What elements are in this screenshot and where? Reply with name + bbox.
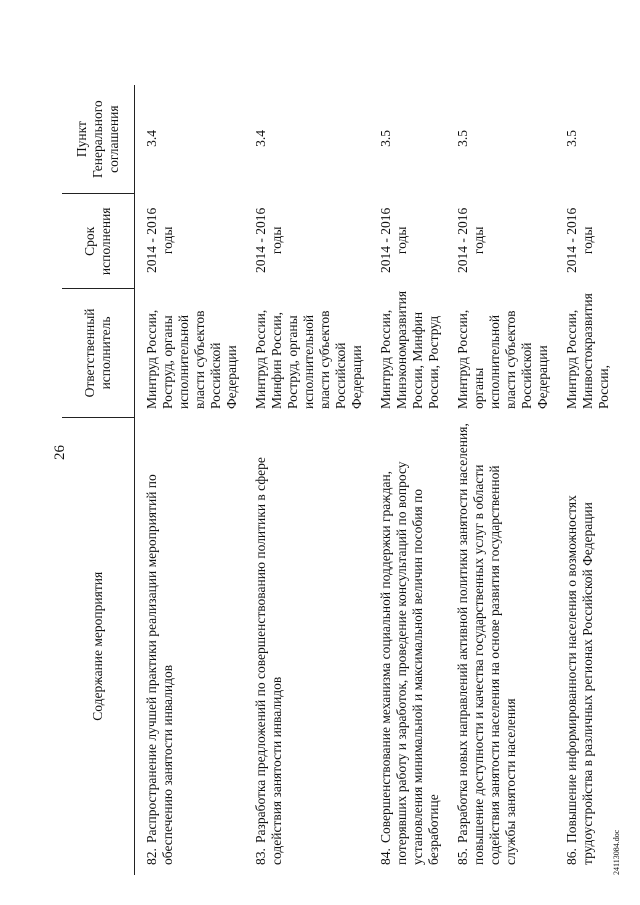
row-content-cell (446, 417, 555, 875)
row-content-cell (135, 417, 245, 875)
row-number: 83. (253, 848, 268, 865)
header-clause: Пункт Генерального соглашения (62, 85, 135, 194)
row-clause: 3.4 (144, 129, 159, 147)
row-deadline: 2014 - 2016 годы (455, 207, 486, 273)
measures-table (62, 85, 616, 875)
table-row (244, 85, 369, 875)
row-number: 82. (144, 848, 159, 865)
header-executor: Ответственный исполнитель (62, 289, 135, 417)
row-clause: 3.5 (455, 129, 470, 147)
row-content: Разработка новых направлений активной политики занятости населения, повышение доступности и качества государственных услуг в области содействия занятости населения на основе развития государственной службы занятости населения (455, 423, 518, 865)
row-content: Разработка предложений по совершенствованию политики в сфере содействия занятости инвалидов (253, 457, 284, 865)
row-content: Распространение лучшей практики реализации мероприятий по обеспечению занятости инвалидов (144, 474, 175, 865)
row-deadline: 2014 - 2016 годы (378, 207, 409, 273)
row-deadline: 2014 - 2016 годы (564, 207, 595, 273)
row-executor: Минтруд России, Минэкономразвития России, Минфин России, Роструд (378, 290, 441, 410)
row-content-cell (555, 417, 616, 875)
table-row (369, 85, 446, 875)
table-row (555, 85, 616, 875)
row-clause: 3.4 (253, 129, 268, 147)
row-content-cell (244, 417, 369, 875)
row-executor: Минтруд России, Минфин России, Роструд, органы исполнительной власти субъектов Российской Федерации (253, 309, 364, 410)
row-clause: 3.5 (564, 129, 579, 147)
row-number: 86. (564, 848, 579, 865)
row-content: Повышение информированности населения о возможностях трудоустройства в различных регионах Российской Федерации (564, 495, 595, 865)
row-executor: Минтруд России, органы исполнительной власти субъектов Российской Федерации (455, 309, 550, 410)
header-deadline: Срок исполнения (62, 194, 135, 289)
row-executor: Минтруд России, Роструд, органы исполнительной власти субъектов Российской Федерации (144, 309, 239, 410)
row-clause: 3.5 (378, 129, 393, 147)
row-deadline: 2014 - 2016 годы (253, 207, 284, 273)
table-row (446, 85, 555, 875)
footer-filename: 24113084.doc (612, 829, 621, 875)
row-number: 84. (378, 848, 393, 865)
page-number: 26 (52, 445, 68, 460)
row-number: 85. (455, 848, 470, 865)
row-content: Совершенствование механизма социальной поддержки граждан, потерявших работу и заработок, проведение консультаций по вопросу установления минимальной и максимальной величин пособия по безработице (378, 461, 441, 865)
row-executor: Минтруд России, Минвостокразвития России, (564, 293, 611, 410)
table-row (135, 85, 245, 875)
table-header-row (62, 85, 135, 875)
row-content-cell (369, 417, 446, 875)
header-content: Содержание мероприятия (62, 417, 135, 875)
row-deadline: 2014 - 2016 годы (144, 207, 175, 273)
